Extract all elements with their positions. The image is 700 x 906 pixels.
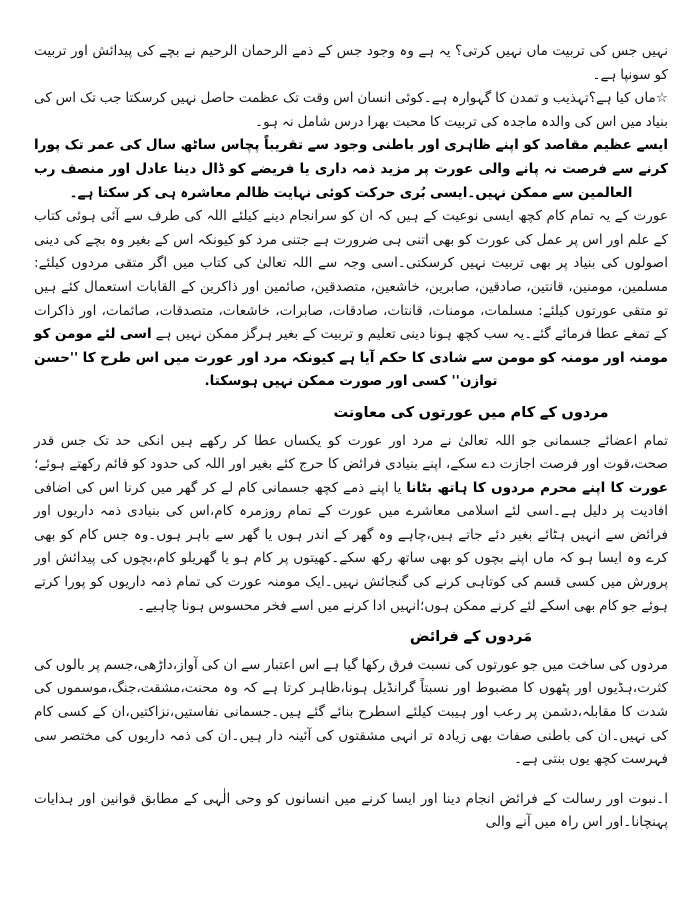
text-run-naskh-bold: مردوں کے کام میں عورتوں کی معاونت xyxy=(333,403,609,421)
paragraph-p2 xyxy=(34,87,668,134)
paragraph-p4 xyxy=(34,205,668,394)
paragraph-p3 xyxy=(34,134,668,205)
text-run-naskh-bold: ایسے عظیم مقاصد کو اپنے ظاہری اور باطنی وجود سے تقریباً پچاس ساٹھ سال کی عمر تک پورا کرنے سے فرصت نہ پانے والی عورت پر مزید ذمہ داری یا فریضے کو ڈال دینا عادل اور منصف رب العالمین سے ممکن نہیں۔ایسی بُری حرکت کوئی نہایت ظالم معاشرہ ہی کر سکتا ہے۔ xyxy=(34,137,668,201)
text-run-nastaliq: مردوں کی ساخت میں جو عورتوں کی نسبت فرق رکھا گیا ہے اس اعتبار سے ان کی آواز،داڑھی،جسم پر بالوں کی کثرت،ہڈیوں اور پٹھوں کا مضبوط اور نسبتاً گرانڈیل ہونا،ظاہر کرتا ہے کہ وہ محنت،مشقت،جنگ،موسموں کی شدت کا مقابلہ،دشمن پر رعب اور ہیبت کیلئے اسطرح بنائے گئے ہیں۔جسمانی نفاستیں،نزاکتیں،ان کے کسی کام کی نہیں۔ان کی باطنی صفات بھی زیادہ تر انہی مشقتوں کی آئینہ دار ہیں۔ان کی ذمہ داریوں کی مختصر سی فہرست کچھ یوں بنتی ہے۔ xyxy=(34,656,668,768)
text-run-nastaliq: یا اپنے ذمے کچھ جسمانی کام لے کر گھر میں کرنا اس کی اضافی افادیت پر دلیل ہے۔اسی لئے اسلامی معاشرے میں عورت کے تمام روزمرہ کام،اس کی بنیادی ذمہ داریوں اور فرائض سے انہیں ہٹائے بغیر دئے جاتے ہیں،چاہے وہ گھر کے اندر ہوں یا گھر سے باہر ہوں۔وہ جس کام کو بھی کرے وہ ایسا ہو کہ ماں اپنے بچوں کو بھی ساتھ رکھ سکے۔کھیتوں پر کام ہو یا گھریلو کام،بچوں کی پیدائش اور پرورش میں کسی قسم کی کوتاہی کرنے کی گنجائش نہیں۔ایک مومنہ عورت کی تمام ذمہ داریوں کو پورا کرتے ہوئے جو کام بھی اسکے لئے کرنے ممکن ہوں؛انہیں ادا کرنے میں اسے فخر محسوس ہونا چاہیے۔ xyxy=(34,479,668,614)
document-body xyxy=(34,40,668,835)
text-run-nastaliq: ☆ماں کیا ہے؟تہذیب و تمدن کا گہوارہ ہے۔کوئی انسان اس وقت تک عظمت حاصل نہیں کرسکتا جب تک اس کی بنیاد میں اس کی والدہ ماجدہ کی تربیت کا محبت بھرا درس شامل نہ ہو۔ xyxy=(34,90,668,130)
paragraph-p5 xyxy=(34,430,668,619)
text-run-naskh-bold: اسی لئے مومن کو مومنہ اور مومنہ کو مومن سے شادی کا حکم آیا ہے کیونکہ مرد اور عورت میں اس طرح کا ''حسن توازن'' کسی اور صورت ممکن نہیں ہوسکتا. xyxy=(34,326,668,390)
text-run-nastaliq: تمام اعضائے جسمانی جو اللہ تعالیٰ نے مرد اور عورت کو یکساں عطا کر رکھے ہیں انکی حد تک جس قدر صحت،قوت اور فرصت اجازت دے سکے، اپنے بنیادی فرائض کا حرج کئے بغیر اور اللہ کی حدود کو قائم رکھتے ہوئے؛ xyxy=(34,432,668,473)
section-heading-h1 xyxy=(154,401,700,425)
paragraph-p1 xyxy=(34,40,668,87)
text-run-nastaliq: عورت کے یہ تمام کام کچھ ایسی نوعیت کے ہیں کہ ان کو سرانجام دینے کیلئے اللہ کی طرف سے آئی ہوئی کتاب کے علم اور اس پر عمل کی عورت کو بھی اتنی ہی ضرورت ہے جتنی مرد کو کیونکہ اس کے بغیر وہ بچے کی دینی اصولوں کی بنیاد پر بھی تربیت نہیں کرسکتی۔اسی وجہ سے اللہ تعالیٰ کی کتاب میں اگر متقی مردوں کیلئے: مسلمین، مومنین، قانتین، صادقین، صابرین، خاشعین، متصدقین، صائمین اور ذاکرین کے القابات استعمال کئے ہیں تو متقی عورتوں کیلئے: مسلمات، مومنات، قانتات، صادقات، صابرات، خاشعات، متصدقات، صائمات، اور ذاکرات کے تمغے عطا فرمائے گئے۔یہ سب کچھ ہونا دینی تعلیم و تربیت کے بغیر ہرگز ممکن نہیں ہے xyxy=(34,208,668,343)
text-run-nastaliq: ا۔نبوت اور رسالت کے فرائض انجام دینا اور ایسا کرنے میں انسانوں کو وحی الٰہی کے مطابق قوانین اور ہدایات پہنچانا۔اور اس راہ میں آنے والی xyxy=(34,790,668,831)
paragraph-p6 xyxy=(34,654,668,772)
text-run-naskh-bold: مَردوں کے فرائض xyxy=(409,628,533,646)
paragraph-p7 xyxy=(34,788,668,835)
section-heading-h2 xyxy=(154,625,700,649)
text-run-nastaliq: نہیں جس کی تربیت ماں نہیں کرتی؟ یہ ہے وہ وجود جس کے ذمے الرحمان الرحیم نے بچے کی پیدائش اور تربیت کو سونپا ہے۔ xyxy=(34,43,668,83)
text-run-naskh-bold: عورت کا اپنے محرم مردوں کا ہاتھ بٹانا xyxy=(406,479,668,496)
